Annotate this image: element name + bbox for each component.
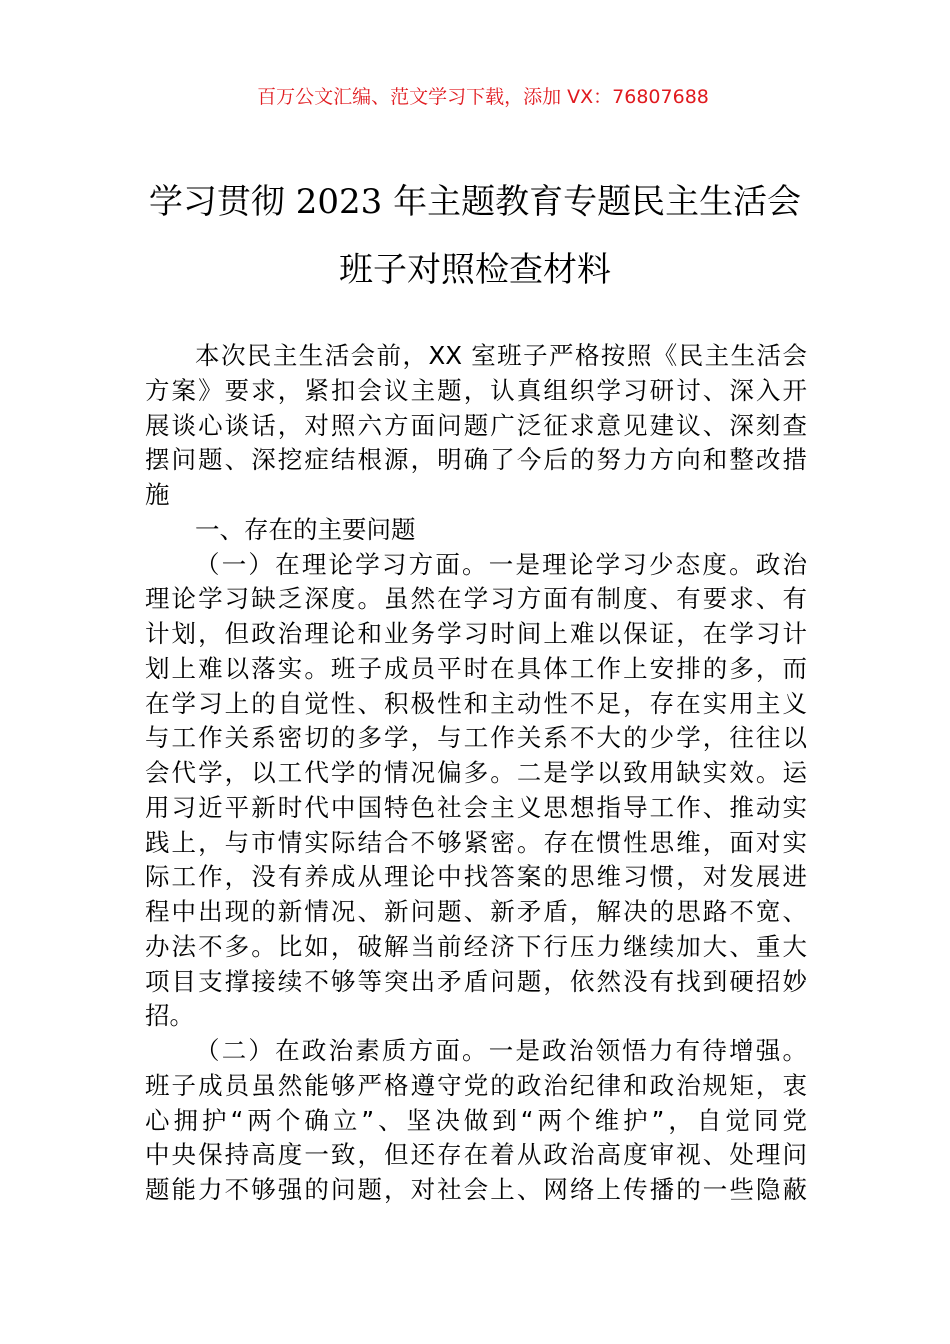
body-text-line: 招。 [145, 1001, 194, 1031]
body-text-line: 中央保持高度一致，但还存在着从政治高度审视、处理问 [145, 1140, 807, 1170]
body-text-line: 项目支撑接续不够等突出矛盾问题，依然没有找到硬招妙 [145, 966, 807, 996]
body-text-line: 会代学，以工代学的情况偏多。二是学以致用缺实效。运 [145, 758, 807, 787]
body-text-line: 题能力不够强的问题，对社会上、网络上传播的一些隐蔽 [145, 1175, 807, 1204]
body-text-line: 方案》要求，紧扣会议主题，认真组织学习研讨、深入开 [145, 375, 807, 405]
body-text-line: 施 [145, 480, 170, 509]
body-text-line: 展谈心谈话，对照六方面问题广泛征求意见建议、深刻查 [145, 410, 807, 440]
document-title-line-2: 班子对照检查材料 [339, 250, 611, 290]
body-text-line: 摆问题、深挖症结根源，明确了今后的努力方向和整改措 [145, 445, 807, 475]
watermark-header: 百万公文汇编、范文学习下载，添加 VX：76807688 [257, 86, 709, 108]
body-text-line: 办法不多。比如，破解当前经济下行压力继续加大、重大 [145, 931, 807, 961]
body-text-line: 践上，与市情实际结合不够紧密。存在惯性思维，面对实 [145, 827, 807, 857]
body-text-line: 划上难以落实。班子成员平时在具体工作上安排的多，而 [145, 653, 807, 683]
body-text-line: 用习近平新时代中国特色社会主义思想指导工作、推动实 [145, 792, 807, 822]
document-body [145, 339, 807, 1208]
body-text-line: 一、存在的主要问题 [195, 514, 416, 544]
body-text-line: 理论学习缺乏深度。虽然在学习方面有制度、有要求、有 [145, 584, 807, 614]
body-text-line: 心拥护“两个确立”、坚决做到“两个维护”，自觉同党 [145, 1105, 807, 1135]
body-text-line: （一）在理论学习方面。一是理论学习少态度。政治 [195, 549, 807, 579]
body-text-line: 计划，但政治理论和业务学习时间上难以保证，在学习计 [145, 619, 807, 648]
body-text-line: 班子成员虽然能够严格遵守党的政治纪律和政治规矩，衷 [145, 1070, 807, 1100]
body-text-line: 在学习上的自觉性、积极性和主动性不足，存在实用主义 [145, 688, 807, 718]
body-text-line: 际工作，没有养成从理论中找答案的思维习惯，对发展进 [145, 862, 807, 892]
body-text-line: 程中出现的新情况、新问题、新矛盾，解决的思路不宽、 [145, 897, 807, 926]
body-text-line: 与工作关系密切的多学，与工作关系不大的少学，往往以 [145, 723, 807, 753]
body-text-line: 本次民主生活会前，XX 室班子严格按照《民主生活会 [195, 341, 807, 370]
document-title-line-1: 学习贯彻 2023 年主题教育专题民主生活会 [148, 182, 802, 222]
body-text-line: （二）在政治素质方面。一是政治领悟力有待增强。 [195, 1036, 807, 1065]
